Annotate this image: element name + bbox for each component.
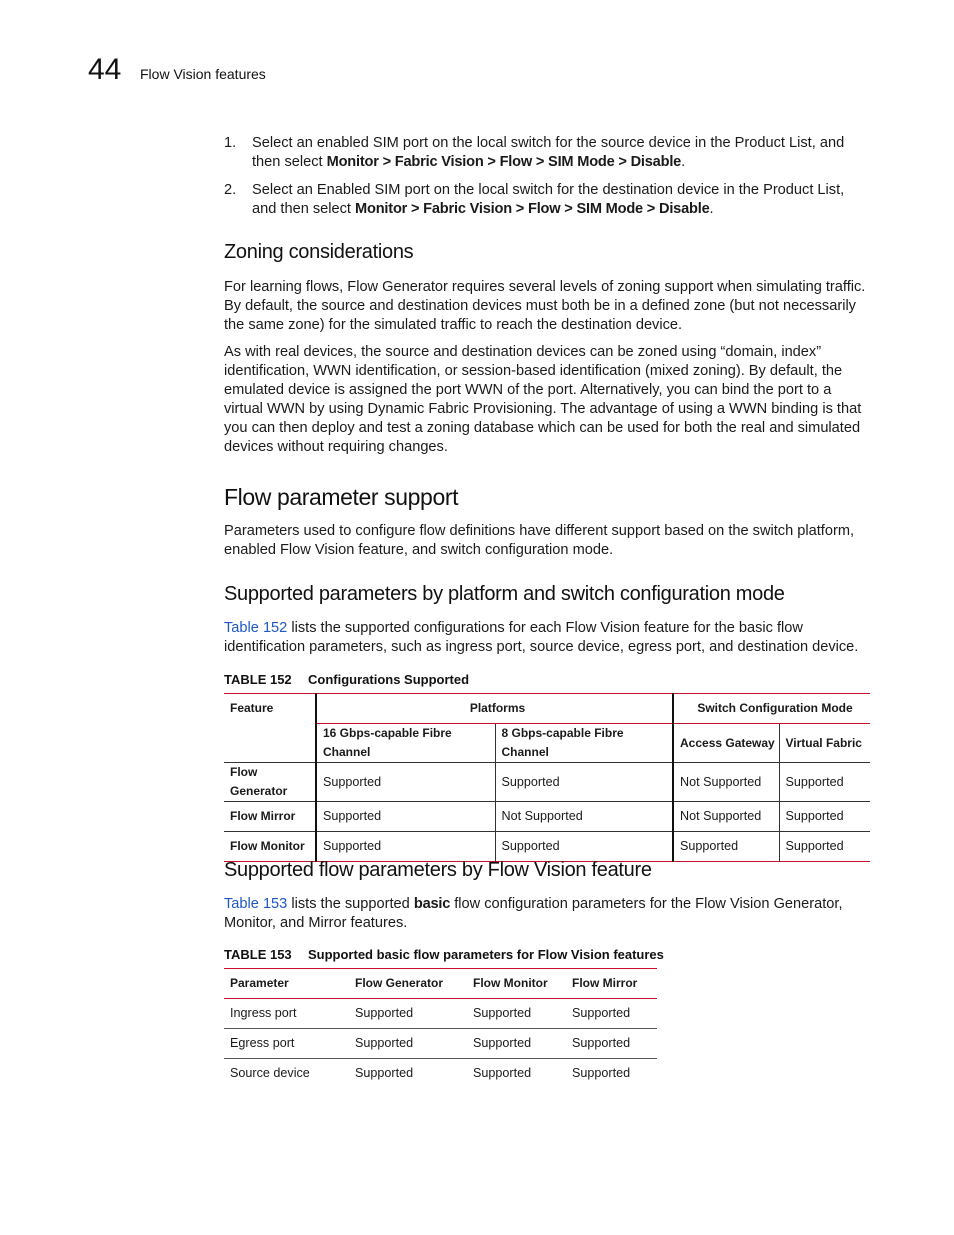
feature-paragraph: [224, 895, 870, 933]
step-end: .: [681, 154, 686, 170]
row-feature: Flow Monitor: [224, 832, 316, 862]
table-row: [224, 999, 657, 1029]
feature-paragraph-bold: basic: [413, 896, 451, 912]
subheader-virtual-fabric: Virtual Fabric: [785, 735, 862, 750]
chapter-number: 44: [88, 53, 122, 86]
cell: Not Supported: [495, 802, 673, 832]
step-number: 1.: [224, 135, 237, 151]
cell: Not Supported: [673, 763, 779, 802]
cell: Supported: [572, 1006, 631, 1020]
step-text: Select an Enabled SIM port on the local switch for the destination device in the Product List, and then select: [252, 182, 845, 217]
header-platforms: Platforms: [316, 694, 673, 724]
cell: Supported: [473, 1036, 532, 1050]
platform-heading: Supported parameters by platform and switch configuration mode: [224, 583, 785, 605]
cell: Supported: [495, 763, 673, 802]
feature-heading: Supported flow parameters by Flow Vision feature: [224, 859, 652, 881]
table-row: [224, 832, 870, 862]
cell: Supported: [355, 1006, 414, 1020]
table-152-caption: [224, 672, 469, 688]
cell: Supported: [785, 774, 844, 789]
table-152: [224, 693, 870, 862]
cell: Supported: [572, 1066, 631, 1080]
cell: Supported: [316, 802, 495, 832]
header-parameter: Parameter: [230, 976, 289, 990]
header-flow-monitor: Flow Monitor: [473, 976, 548, 990]
cell: Supported: [473, 1006, 532, 1020]
step-text: Select an enabled SIM port on the local switch for the source device in the Product List, and then select: [252, 135, 845, 170]
chapter-title: Flow Vision features: [140, 66, 266, 82]
cell: Supported: [785, 809, 844, 823]
cell: Supported: [316, 832, 495, 862]
cell: Supported: [316, 763, 495, 802]
subheader-16gbps: 16 Gbps-capable Fibre Channel: [316, 724, 495, 763]
table-row: [224, 1029, 657, 1059]
cell: Supported: [673, 832, 779, 862]
table-153-caption: [224, 947, 664, 963]
header-flow-mirror: Flow Mirror: [572, 976, 638, 990]
row-feature: Flow Mirror: [224, 802, 316, 832]
table-row: [224, 1059, 657, 1089]
cell: Egress port: [230, 1036, 295, 1050]
feature-paragraph-text: lists the supported: [287, 896, 414, 912]
subheader-access-gateway: Access Gateway: [673, 724, 779, 763]
menu-path: Monitor > Fabric Vision > Flow > SIM Mode > Disable: [326, 154, 682, 170]
table-title: Supported basic flow parameters for Flow Vision features: [308, 947, 664, 962]
table-152-link[interactable]: Table 152: [224, 620, 288, 636]
table-153-link[interactable]: Table 153: [224, 896, 288, 912]
header-switch-mode: Switch Configuration Mode: [673, 694, 870, 724]
menu-path: Monitor > Fabric Vision > Flow > SIM Mode > Disable: [355, 201, 710, 217]
row-feature: Flow Generator: [224, 763, 316, 802]
cell: Source device: [230, 1066, 310, 1080]
cell: Supported: [473, 1066, 532, 1080]
platform-paragraph: [224, 619, 870, 657]
header-feature: Feature: [224, 694, 316, 763]
cell: Supported: [495, 832, 673, 862]
table-row: [224, 802, 870, 832]
header-flow-generator: Flow Generator: [355, 976, 444, 990]
cell: Not Supported: [673, 802, 779, 832]
zoning-heading: Zoning considerations: [224, 241, 414, 263]
cell: Supported: [572, 1036, 631, 1050]
step-number: 2.: [224, 182, 237, 198]
flow-parameter-heading: Flow parameter support: [224, 484, 459, 510]
flow-parameter-paragraph: Parameters used to configure flow definitions have different support based on the switch platform, enabled Flow Vision feature, and switch configuration mode.: [224, 523, 855, 558]
table-title: Configurations Supported: [308, 672, 470, 687]
cell: Ingress port: [230, 1006, 297, 1020]
cell: Supported: [355, 1066, 414, 1080]
table-label: TABLE 152: [224, 672, 292, 687]
feature-paragraph-text-end: flow configuration parameters for the Flow Vision Generator, Monitor, and Mirror features.: [224, 896, 843, 931]
table-row: [224, 763, 870, 802]
cell: Supported: [785, 839, 844, 853]
subheader-8gbps: 8 Gbps-capable Fibre Channel: [495, 724, 673, 763]
platform-paragraph-text: lists the supported configurations for each Flow Vision feature for the basic flow identification parameters, such as ingress port, source device, egress port, and destination device.: [224, 620, 859, 655]
zoning-paragraph-1: For learning flows, Flow Generator requires several levels of zoning support when simulating traffic. By default, the source and destination devices must both be in a defined zone (but not necessarily the same zone) for the simulated traffic to reach the destination device.: [224, 279, 866, 333]
zoning-paragraph-2: As with real devices, the source and destination devices can be zoned using “domain, index” identification, WWN identification, or session-based identification (mixed zoning). By default, the emulated device is assigned the port WWN of the port. Alternatively, you can bind the port to a virtual WWN by using Dynamic Fabric Provisioning. The advantage of using a WWN binding is that you can then deploy and test a zoning database which can be used for both the real and simulated devices without requiring changes.: [224, 344, 862, 455]
step-end: .: [709, 201, 714, 217]
cell: Supported: [355, 1036, 414, 1050]
table-153: [224, 968, 657, 1088]
table-label: TABLE 153: [224, 947, 292, 962]
